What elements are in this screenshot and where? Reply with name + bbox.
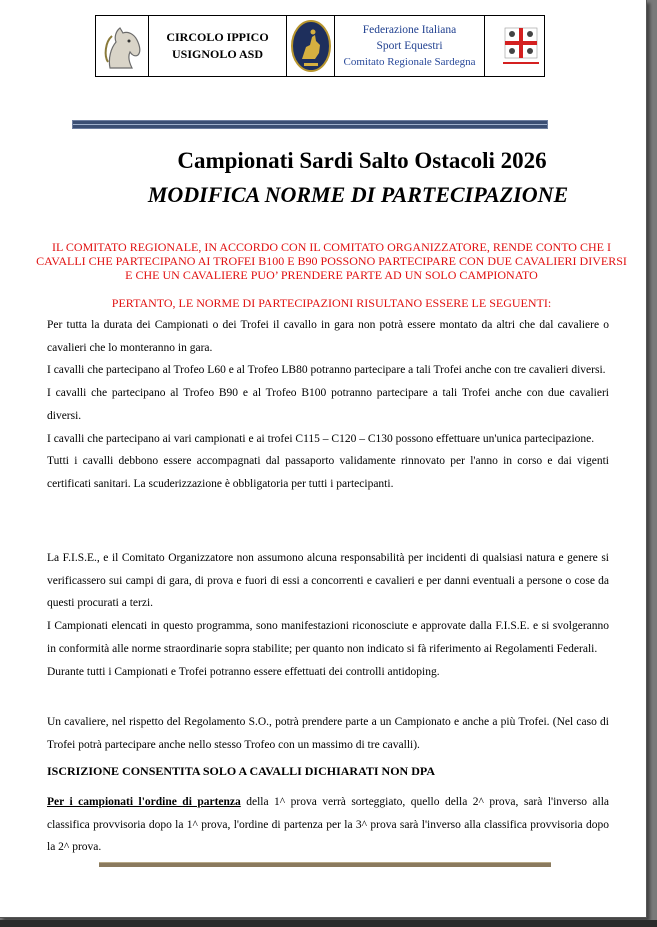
rule-paragraph: I cavalli che partecipano al Trofeo L60 e al Trofeo LB80 potranno partecipare a tali Trofei anche con tre cavalieri diversi.	[47, 364, 606, 377]
start-order-paragraph	[47, 791, 609, 859]
club-name-line-1: CIRCOLO IPPICO	[166, 30, 269, 44]
rule-paragraph: I cavalli che partecipano ai vari campionati e ai trofei C115 – C120 – C130 possono effettuare un'unica partecipazione.	[47, 432, 595, 445]
document-subtitle: MODIFICA NORME DI PARTECIPAZIONE	[147, 182, 569, 207]
rule-paragraph: Per tutta la durata dei Campionati o dei Trofei il cavallo in gara non potrà essere montato da altri che dal cavaliere o cavalieri che lo monteranno in gara.	[47, 319, 609, 354]
liability-paragraph: I Campionati elencati in questo programma, sono manifestazioni riconosciute e approvate dalla F.I.S.E. e si svolgeranno in conformità alle norme straordinarie sopra stabilite; per quanto non indicato si fà riferimento ai Regolamenti Federali.	[47, 620, 609, 655]
club-name-cell	[148, 16, 286, 76]
participation-rules	[47, 314, 609, 496]
start-order-text: della 1^ prova verrà sorteggiato, quello della 2^ prova, sarà l'inverso alla classifica provvisoria dopo la 1^ prova, l'ordine di partenza per la 3^ prova sarà l'inverso alla classifica provvisoria dopo la 2^ prova.	[47, 796, 609, 854]
fise-logo-cell	[286, 16, 334, 76]
rider-rule-paragraph: Un cavaliere, nel rispetto del Regolamento S.O., potrà prendere parte a un Campionato e anche a più Trofei. (Nel caso di Trofei potrà partecipare anche nello stesso Trofeo con un massimo di tre cavalli).	[47, 716, 609, 751]
liability-paragraph: Durante tutti i Campionati e Trofei potranno essere effettuati dei controlli antidoping.	[47, 665, 440, 678]
red-notice: IL COMITATO REGIONALE, IN ACCORDO CON IL COMITATO ORGANIZZATORE, RENDE CONTO CHE I CAVALLI CHE PARTECIPANO AI TROFEI B100 E B90 POSSONO PARTECIPARE CON DUE CAVALIERI DIVERSI E CHE UN CAVALIERE PUO’ PRENDERE PARTE AD UN SOLO CAMPIONATO	[36, 240, 627, 282]
document-title: Campionati Sardi Salto Ostacoli 2026	[177, 148, 547, 173]
federation-line-2: Sport Equestri	[376, 40, 443, 52]
liability-section	[47, 547, 609, 683]
club-name-line-2: USIGNOLO ASD	[171, 47, 264, 61]
sardinia-logo-cell	[484, 16, 544, 76]
start-order-label: Per i campionati l'ordine di partenza	[47, 796, 241, 808]
sardinia-flag-logo-icon	[495, 26, 547, 68]
rule-paragraph: I cavalli che partecipano al Trofeo B90 e al Trofeo B100 potranno partecipare a tali Trofei anche con due cavalieri diversi.	[47, 387, 609, 422]
rule-paragraph: Tutti i cavalli debbono essere accompagnati dal passaporto validamente rinnovato per l'anno in corso e dai vigenti certificati sanitari. La scuderizzazione è obbligatoria per tutti i partecipanti.	[47, 455, 609, 490]
bottom-divider	[99, 862, 551, 867]
federation-line-3: Comitato Regionale Sardegna	[343, 56, 476, 68]
top-divider	[72, 120, 548, 129]
liability-paragraph: La F.I.S.E., e il Comitato Organizzatore non assumono alcuna responsabilità per incidenti di qualsiasi natura e genere si verificassero sui campi di gara, di prova e fuori di essi a concorrenti e cavalieri e per danni eventuali a persone o cose da questi procurati a terzi.	[47, 552, 609, 610]
federation-name-cell	[334, 16, 484, 76]
red-notice-subheading: PERTANTO, LE NORME DI PARTECIPAZIONI RISULTANO ESSERE LE SEGUENTI:	[111, 296, 552, 310]
viewer-bottom-bar	[0, 920, 657, 927]
dpa-notice: ISCRIZIONE CONSENTITA SOLO A CAVALLI DICHIARATI NON DPA	[47, 764, 435, 778]
club-logo-cell	[96, 16, 148, 76]
federation-line-1: Federazione Italiana	[362, 24, 457, 36]
horse-head-logo-icon	[102, 22, 144, 72]
fise-rider-logo-icon	[290, 19, 332, 74]
letterhead	[95, 15, 545, 77]
